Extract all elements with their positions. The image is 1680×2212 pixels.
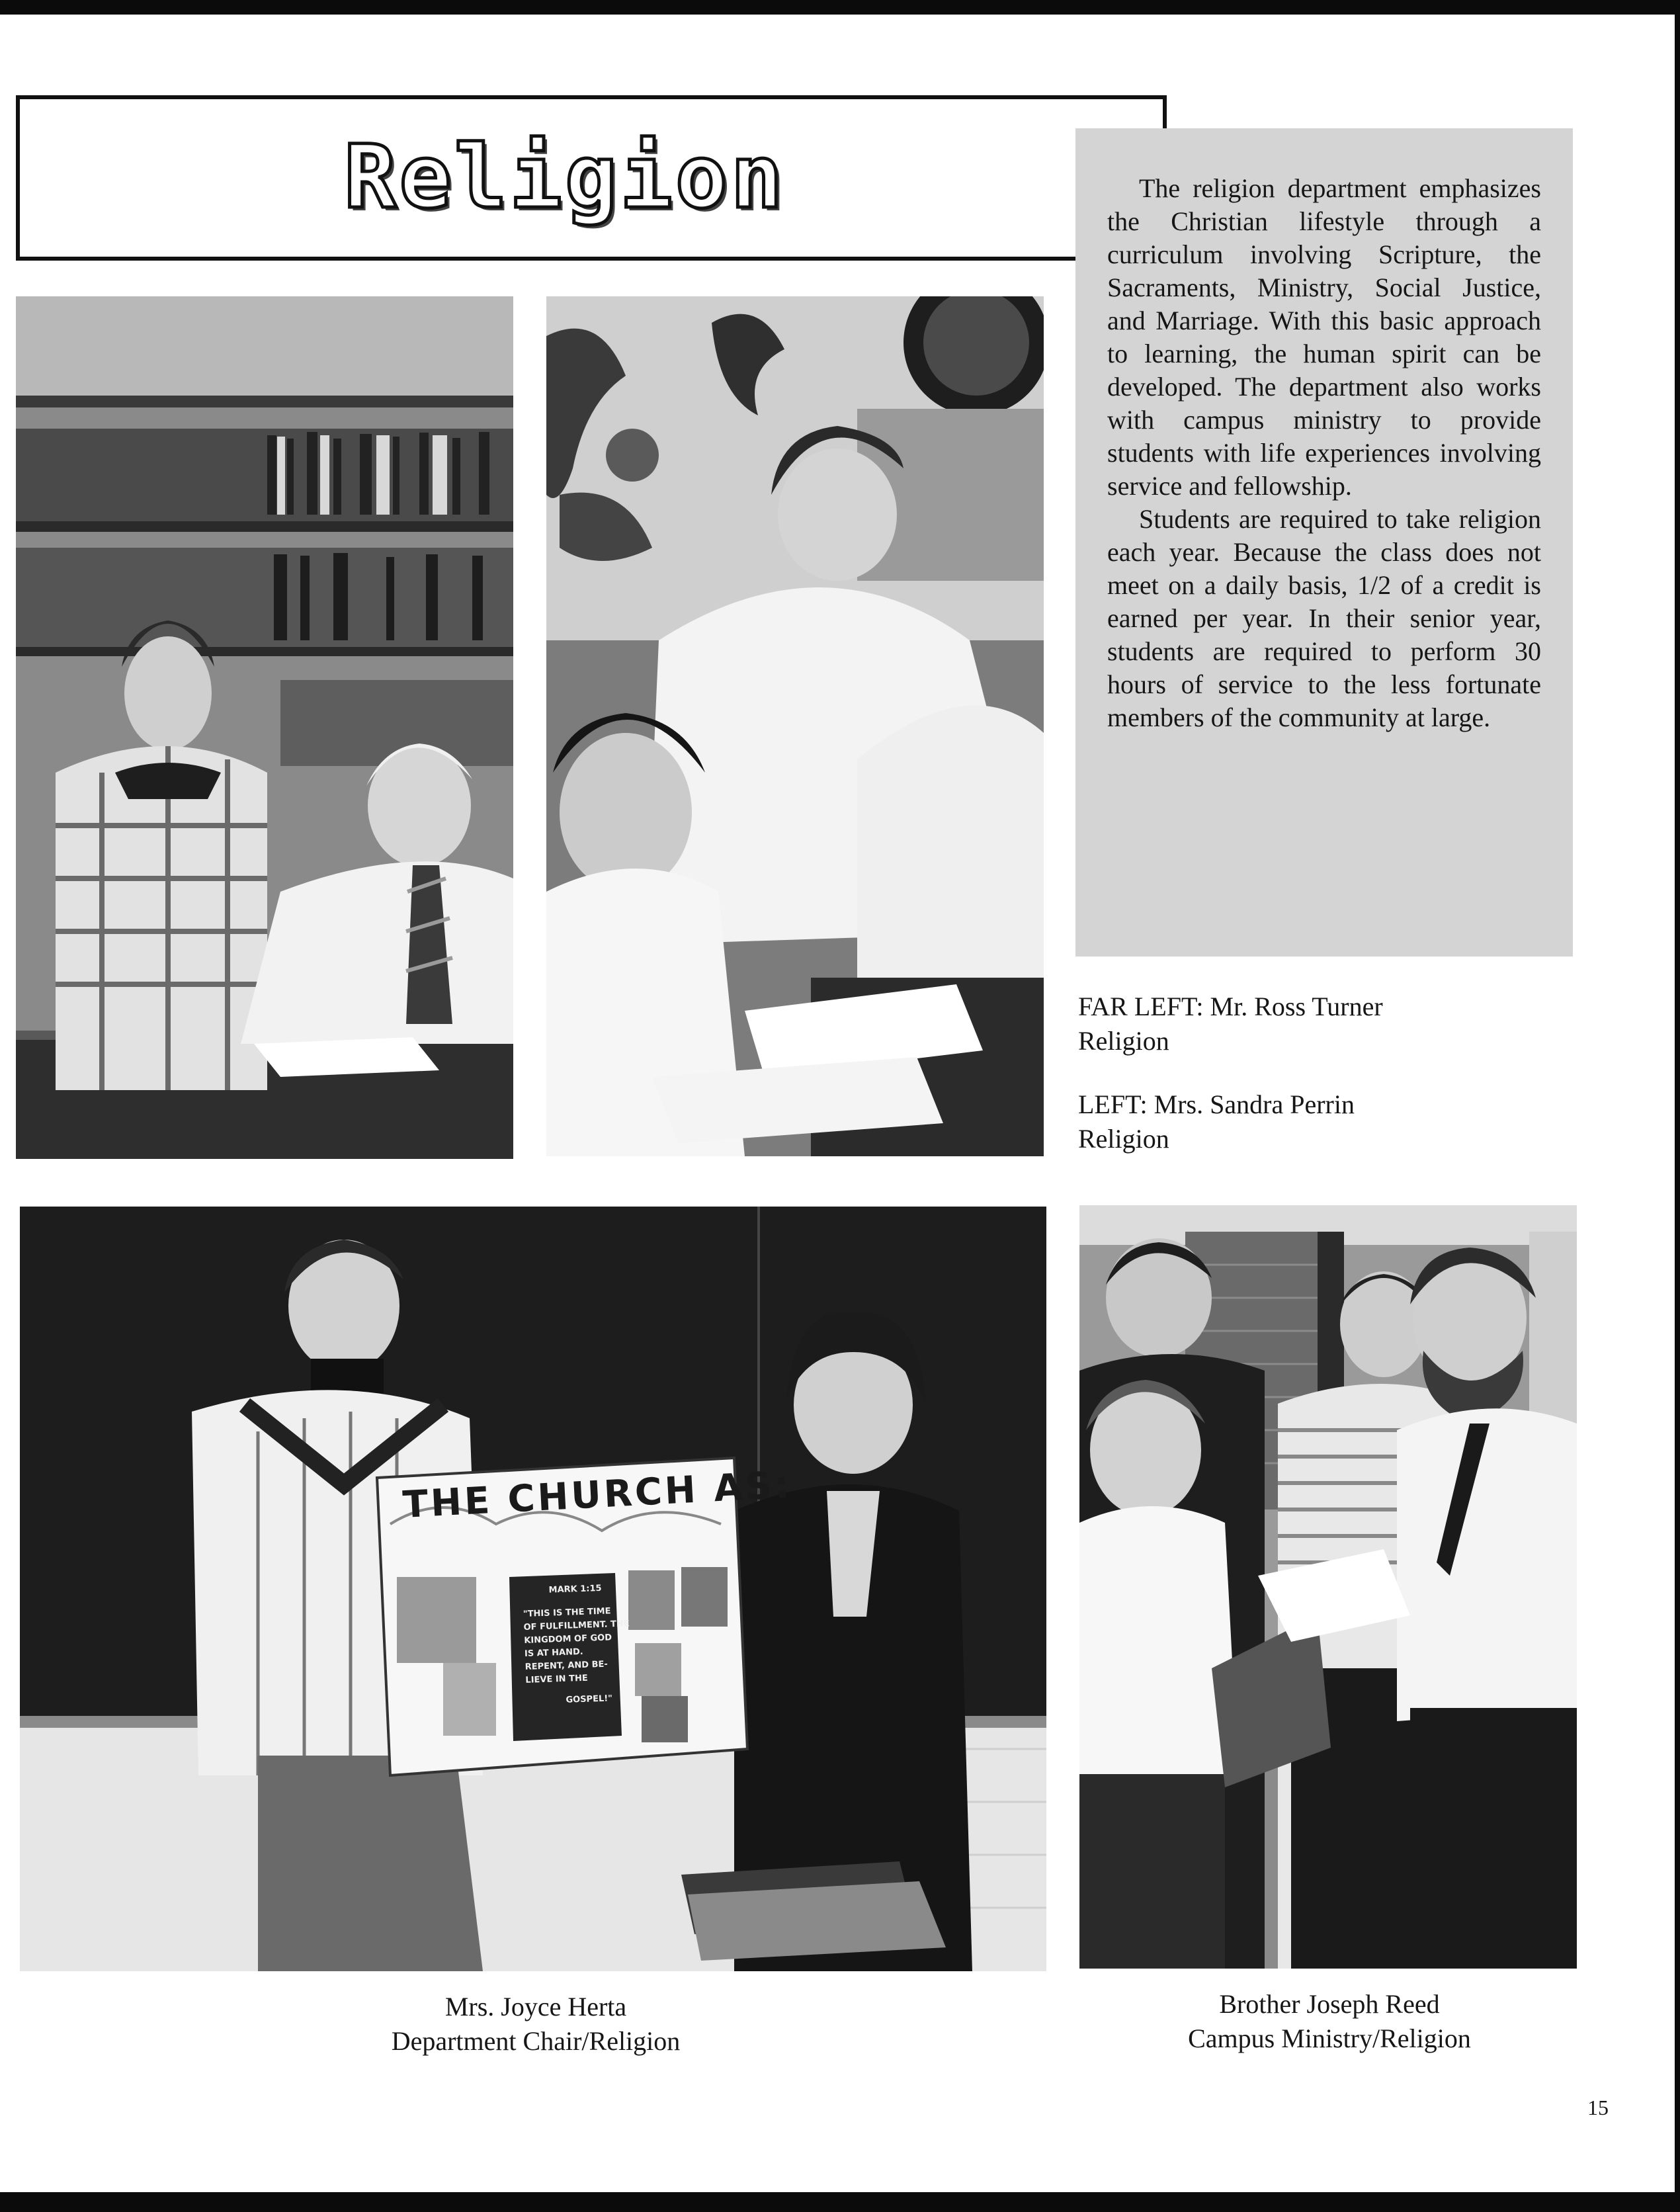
poster-verse-line-4: IS AT HAND. [524,1646,583,1659]
side-caption-2-role: Religion [1078,1124,1169,1154]
poster-verse-line-6: LIEVE IN THE [525,1673,588,1685]
bottom-caption-reed [1065,1987,1594,2056]
page-title: Religion [344,126,786,228]
side-caption-1-role: Religion [1078,1026,1169,1056]
photo-joyce-herta [20,1207,1046,1971]
page-number: 15 [1587,2096,1609,2119]
yearbook-page [0,15,1675,2192]
bottom-caption-reed-role: Campus Ministry/Religion [1188,2023,1471,2053]
poster-verse-ref: MARK 1:15 [548,1583,602,1595]
photo-joseph-reed [1079,1205,1577,1969]
description-paragraph-1: The religion department emphasizes the Christian lifestyle through a curriculum involving Scripture, the Sacraments, Ministry, Social Justice, and Marriage. With this basic approach to learning, the human spirit can be developed. The department also works with campus ministry to provide students with life experiences involving service and fellowship. [1107,173,1541,501]
poster-heading: THE CHURCH AS: [401,1463,793,1527]
photo-ross-turner [16,296,513,1159]
department-description-box [1075,128,1573,957]
poster-verse-line-1: "THIS IS THE TIME [523,1606,611,1619]
poster-verse-line-3: KINGDOM OF GOD [524,1633,612,1646]
poster-verse-line-5: REPENT, AND BE- [525,1659,609,1672]
side-caption-1 [1078,990,1568,1058]
poster-verse-line-7: GOSPEL!" [566,1693,613,1705]
title-box [16,95,1167,261]
poster-verse-line-2: OF FULFILLMENT. THE [523,1619,630,1633]
bottom-caption-herta [205,1990,866,2059]
photo-sandra-perrin [546,296,1044,1156]
side-caption-1-lead: FAR LEFT: Mr. Ross Turner [1078,992,1383,1021]
bottom-caption-herta-name: Mrs. Joyce Herta [444,1992,627,2021]
description-paragraph-2: Students are required to take religion each year. Because the class does not meet on a daily basis, 1/2 of a credit is earned per year. In their senior year, students are required to perform 30 hours of service to the less fortunate members of the community at large. [1107,504,1541,732]
bottom-caption-reed-name: Brother Joseph Reed [1219,1989,1440,2019]
bottom-caption-herta-role: Department Chair/Religion [391,2026,681,2056]
side-caption-2 [1078,1087,1568,1156]
side-caption-2-lead: LEFT: Mrs. Sandra Perrin [1078,1089,1355,1119]
